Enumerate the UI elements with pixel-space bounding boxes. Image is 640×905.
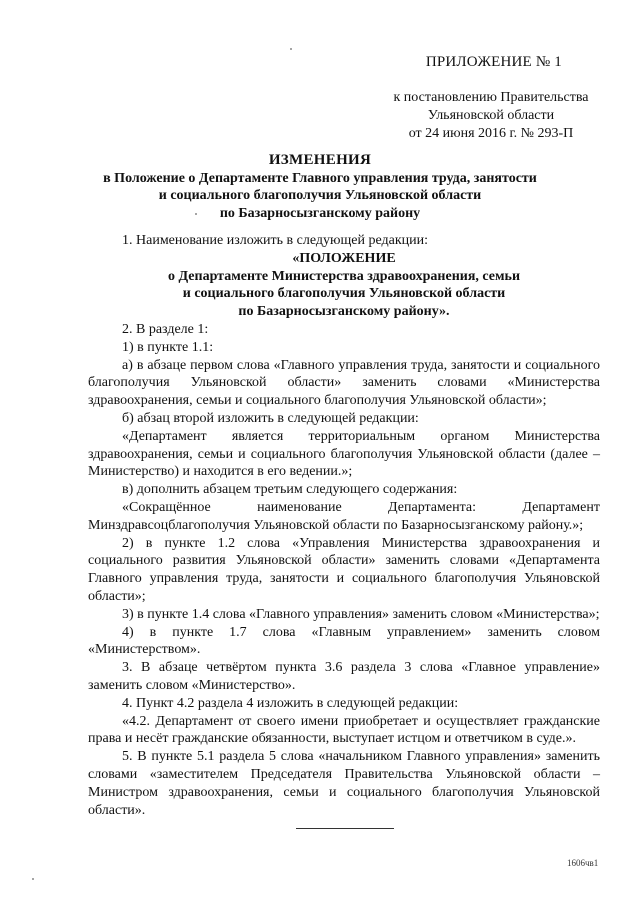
paragraph: 3. В абзаце четвёртом пункта 3.6 раздела 3 слова «Главное управление» заменить словом «Министерство». [88, 660, 600, 693]
title-line: и социального благополучия Ульяновской области [158, 188, 482, 203]
annex-number: ПРИЛОЖЕНИЕ № 1 [425, 54, 562, 70]
resolution-reference [372, 89, 610, 143]
paragraph: «Департамент является территориальным органом Министерства здравоохранения, семьи и социального благополучия Ульяновской области (далее – Министерство) и находится в его ведении.»; [88, 428, 600, 480]
paragraph: в) дополнить абзацем третьим следующего содержания: [122, 482, 458, 498]
scan-speck [290, 48, 292, 50]
paragraph: 2) в пункте 1.2 слова «Управления Министерства здравоохранения и социального развития Ульяновской области» заменить словами «Департамента Главного управления труда, занятости и социального благополучия Ульяновской области»; [88, 535, 600, 604]
paragraph: 4. Пункт 4.2 раздела 4 изложить в следующей редакции: [122, 695, 459, 711]
document-code: 1606чв1 [567, 858, 599, 868]
title-head: ИЗМЕНЕНИЯ [268, 152, 372, 168]
title-line: в Положение о Департаменте Главного управления труда, занятости [103, 170, 537, 186]
new-name-line: «ПОЛОЖЕНИЕ [292, 250, 396, 266]
paragraph: а) в абзаце первом слова «Главного управления труда, занятости и социального благополучия Ульяновской области» заменить словами «Министерства здравоохранения, семьи и социального благополучия Ульяновской области»; [88, 357, 600, 409]
resolution-line: к постановлению Правительства [393, 90, 589, 105]
paragraph: «4.2. Департамент от своего имени приобретает и осуществляет гражданские права и несёт гражданские обязанности, выступает истцом и ответчиком в суде.». [88, 713, 600, 747]
resolution-line: Ульяновской области [427, 108, 555, 123]
new-name-line: и социального благополучия Ульяновской области [182, 286, 506, 302]
paragraph: б) абзац второй изложить в следующей редакции: [122, 410, 419, 426]
paragraph: 2. В разделе 1: [122, 321, 209, 337]
scan-speck [32, 878, 34, 880]
resolution-line: от 24 июня 2016 г. № 293-П [408, 126, 574, 141]
new-name-line: по Базарносызганскому району». [238, 304, 450, 320]
paragraph: 4) в пункте 1.7 слова «Главным управлением» заменить словом «Министерством». [88, 624, 600, 658]
end-separator-line [296, 828, 394, 829]
paragraph: 1. Наименование изложить в следующей редакции: [122, 233, 428, 248]
title-line: по Базарносызганскому району [219, 205, 421, 221]
new-name-block [88, 250, 600, 321]
paragraph: 3) в пункте 1.4 слова «Главного управления» заменить словом «Министерства»; [122, 606, 600, 622]
document-title [0, 152, 640, 222]
document-body [88, 232, 600, 819]
paragraph: 5. В пункте 5.1 раздела 5 слова «начальником Главного управления» заменить словами «заместителем Председателя Правительства Ульяновской области – Министром здравоохранения, семьи и социального благополучия Ульяновской области». [88, 749, 600, 818]
paragraph: 1) в пункте 1.1: [122, 339, 214, 355]
new-name-line: о Департаменте Министерства здравоохранения, семьи [167, 268, 521, 284]
paragraph: «Сокращённое наименование Департамента: Департамент Минздравсоцблагополучия Ульяновской области по Базарносызганскому району.»; [88, 499, 600, 533]
